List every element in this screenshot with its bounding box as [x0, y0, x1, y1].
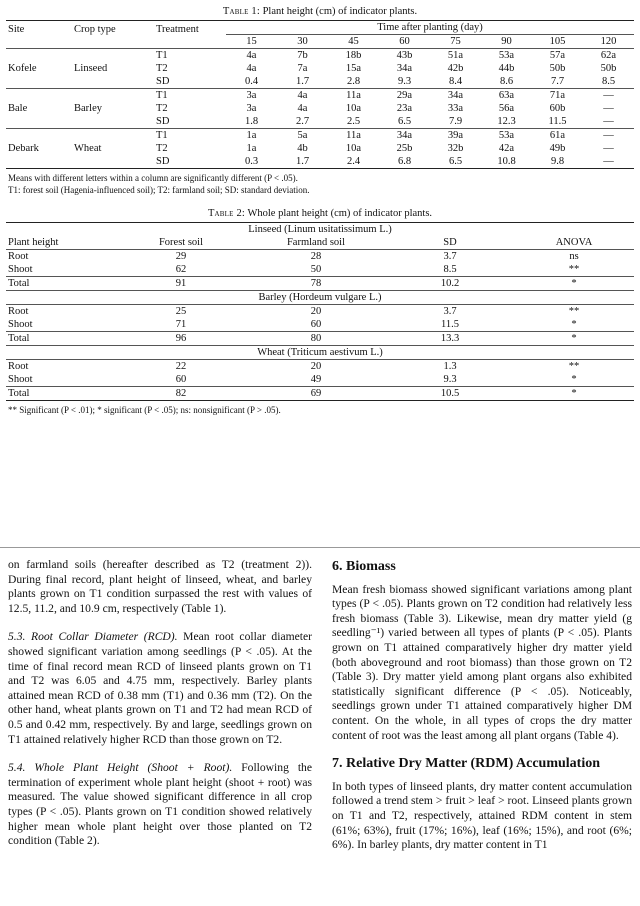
table2-cell: 3.7 [443, 251, 457, 262]
table1-body [6, 49, 634, 169]
table1-cell: 7a [297, 63, 308, 74]
table1-cell: 51a [447, 50, 464, 61]
table1-cell: 11a [346, 130, 361, 141]
table2-header: Forest soil [158, 237, 204, 248]
table2-cell: Root [8, 306, 29, 317]
table1-cell: 10a [345, 143, 362, 154]
table1-row [6, 49, 634, 63]
table2-row [6, 360, 634, 374]
table2-group-caption: Wheat (Triticum aestivum L.) [257, 347, 383, 358]
table1-cell: 6.5 [397, 116, 412, 127]
table1-cell: 56a [498, 103, 515, 114]
table2-cell: ** [568, 306, 580, 317]
table1-cell: — [603, 90, 614, 101]
table1-header-time: Time after planting (day) [226, 21, 634, 35]
left-paragraph-2 [8, 630, 312, 747]
table1-cell: — [603, 103, 614, 114]
table2-row [6, 373, 634, 387]
table1-cell: 34a [396, 130, 413, 141]
table1-day-header: 45 [348, 36, 359, 47]
table1-cell: 4a [297, 90, 308, 101]
table1-cell: 61a [549, 130, 566, 141]
table2-cell: Total [8, 388, 30, 399]
table1-header-treatment: Treatment [156, 24, 199, 35]
table1-row [6, 89, 634, 103]
table2-cell: 20 [310, 361, 322, 372]
table1-cell: 11.5 [548, 116, 567, 127]
table2-caption-text: Whole plant height (cm) of indicator plants. [247, 208, 433, 219]
table1-cell: 29a [396, 90, 413, 101]
table2-cell: 69 [310, 388, 322, 399]
table2-cell: 11.5 [441, 319, 459, 330]
table1-cell: 1.7 [295, 76, 310, 87]
table1-caption [0, 6, 640, 17]
table1-cell: — [603, 143, 614, 154]
table2-group-caption-row [6, 346, 634, 360]
table1-cell: 4a [246, 50, 257, 61]
table1-cell: 8.6 [499, 76, 514, 87]
table1-row [6, 129, 634, 143]
whole-height-text: Following the termination of experiment whole plant height (shoot + root) was measured. The value showed significant difference in all crop types (P < .05). Plants grown on T1 condition showed relatively higher mean whole plant height over those planted on T2 condition (Table 2). [8, 761, 312, 848]
table1-cell: 4a [297, 103, 308, 114]
table2-cell: * [571, 278, 577, 289]
table1-day-header: 120 [600, 36, 617, 47]
table1-cell: — [603, 116, 614, 127]
table2-cell: 91 [175, 278, 187, 289]
section-separator [0, 547, 640, 548]
left-column [8, 558, 312, 859]
table2-cell: 82 [175, 388, 187, 399]
table1-cell: 42b [447, 63, 464, 74]
table2-cell: Total [8, 278, 30, 289]
table1-cell: 4a [246, 63, 257, 74]
table2-cell: 8.5 [443, 264, 457, 275]
table2-header-row [6, 236, 634, 250]
table2-cell: Shoot [8, 374, 33, 385]
table1-header-site: Site [8, 24, 25, 35]
table1-treatment: T2 [156, 63, 168, 74]
table2-cell: 13.3 [440, 333, 460, 344]
table1-cell: 0.4 [244, 76, 259, 87]
table1-site: Debark [8, 143, 39, 154]
left-paragraph-1: on farmland soils (hereafter described as T2 (treatment 2)). During final record, plant height of linseed, wheat, and barley plants grown on T1 condition surpassed the rest with values of 12.5, 11.2, and 10.9 cm, respectively (Table 1). [8, 558, 312, 615]
table2-group-caption-row [6, 223, 634, 237]
table1-cell: 11a [346, 90, 361, 101]
table1-cell: 43b [396, 50, 413, 61]
table2-cell: * [571, 388, 577, 399]
table2-group-caption-row [6, 291, 634, 305]
table2-cell: 10.2 [440, 278, 460, 289]
table2-caption [0, 208, 640, 219]
table1-cell: 42a [498, 143, 515, 154]
table1-cell: 7.7 [550, 76, 565, 87]
table2-cell: 25 [175, 306, 187, 317]
table1-day-header: 60 [399, 36, 410, 47]
table1-crop: Linseed [74, 63, 108, 74]
table2-cell: 60 [175, 374, 187, 385]
table1-treatment: T1 [156, 90, 168, 101]
table2 [6, 222, 634, 401]
table1-cell: 10.8 [497, 156, 516, 167]
table2-row [6, 277, 634, 291]
table1-cell: 33a [447, 103, 464, 114]
table2-row [6, 387, 634, 401]
table2-cell: 80 [310, 333, 322, 344]
table2-cell: ns [569, 251, 579, 262]
table2-cell: Total [8, 333, 30, 344]
table1-cell: 1a [246, 130, 257, 141]
rcd-text: Mean root collar diameter showed significant variation among seedlings (P < .05). At the time of final record mean RCD of linseed plants grown on T1 and T2 was 6.05 and 4.75 mm, respectively. Barley plants attained mean RCD of 0.38 mm (T1) and 0.36 mm (T2). On the other hand, wheat plants grown on T1 and T2 had mean RCD of 0.5 and 0.42 mm, respectively. By and large, seedlings grown on T1 attained relatively higher RCD than those grown on T2. [8, 630, 312, 746]
table2-body [6, 223, 634, 401]
table1-cell: 44b [498, 63, 515, 74]
left-paragraph-3 [8, 761, 312, 849]
table1-crop: Barley [74, 103, 102, 114]
table1-cell: 6.5 [448, 156, 463, 167]
table2-row [6, 332, 634, 346]
table1-crop: Wheat [74, 143, 102, 154]
table1-cell: 53a [498, 130, 515, 141]
table2-cell: 9.3 [443, 374, 457, 385]
table2-row [6, 263, 634, 277]
table2-cell: 29 [175, 251, 187, 262]
table1-day-header: 30 [297, 36, 308, 47]
whole-height-subheading: 5.4. Whole Plant Height (Shoot + Root). [8, 761, 233, 775]
table1-cell: 1.8 [244, 116, 259, 127]
table2-row [6, 250, 634, 264]
table1-caption-label: Table 1: [222, 6, 260, 17]
table1-cell: — [603, 156, 614, 167]
table2-cell: 3.7 [443, 306, 457, 317]
table1-cell: 9.3 [397, 76, 412, 87]
table2-header: Plant height [8, 237, 59, 248]
table2-header: SD [443, 237, 457, 248]
table1-caption-text: Plant height (cm) of indicator plants. [262, 6, 418, 17]
table1-cell: 3a [246, 103, 257, 114]
biomass-paragraph: Mean fresh biomass showed significant variations among plant types (P < .05). Plants grown on T2 condition had relatively less fresh biomass (Table 3). Likewise, mean dry matter yield (g seedling⁻¹) varied between all types of plants (P < .05). Plants grown on T1 attained comparatively higher dry matter yield (both aboveground and root biomass) than those grown on T2 (Table 3). Dry matter yield among plant organs also exhibited statistically significant difference (P < .05). Noticeably, seedlings grown under T1 attained comparatively higher DM content. On the whole, in all types of crops the dry matter content of root was the least among all plant organs (Table 4). [332, 582, 632, 742]
table1-cell: 34a [447, 90, 464, 101]
table2-row [6, 305, 634, 319]
table1-treatment: SD [156, 76, 170, 87]
table1-cell: 49b [549, 143, 566, 154]
table1-cell: 1a [246, 143, 257, 154]
table1-site: Bale [8, 103, 28, 114]
table1-day-header: 15 [246, 36, 257, 47]
biomass-heading: 6. Biomass [332, 559, 396, 574]
table2-group-caption: Linseed (Linum usitatissimum L.) [248, 224, 392, 235]
table1-treatment: SD [156, 156, 170, 167]
table1-day-header: 90 [501, 36, 512, 47]
table2-cell: Root [8, 361, 29, 372]
table2-cell: 62 [175, 264, 187, 275]
table2-cell: ** [568, 264, 580, 275]
table1-cell: 2.4 [346, 156, 361, 167]
table1-cell: 7.9 [448, 116, 463, 127]
table2-cell: ** [568, 361, 580, 372]
table2-cell: 1.3 [443, 361, 457, 372]
table1-cell: 9.8 [550, 156, 565, 167]
paper-page [0, 6, 640, 906]
table2-cell: Shoot [8, 264, 33, 275]
table1-cell: 7b [297, 50, 308, 61]
table1-day-header: 75 [450, 36, 461, 47]
table2-cell: * [571, 333, 577, 344]
table2-cell: 20 [310, 306, 322, 317]
table1-cell: 10a [345, 103, 362, 114]
table1-cell: 3a [246, 90, 257, 101]
table2-cell: 49 [310, 374, 322, 385]
table2-note: ** Significant (P < .01); * significant (P < .05); ns: nonsignificant (P > .05). [8, 405, 281, 415]
table1-treatment: T1 [156, 50, 168, 61]
table1-cell: 63a [498, 90, 515, 101]
table1-treatment: T1 [156, 130, 168, 141]
table1-cell: 32b [447, 143, 464, 154]
table1-cell: 50b [549, 63, 566, 74]
table1-cell: 25b [396, 143, 413, 154]
table1-cell: 39a [447, 130, 464, 141]
table2-cell: * [571, 319, 577, 330]
table1-cell: 12.3 [497, 116, 516, 127]
rdm-paragraph: In both types of linseed plants, dry matter content accumulation followed a trend stem > fruit > leaf > root. Linseed plants grown on T1 and T2, respectively, attained RDM content in stem (61%; 63%), fruit (17%; 16%), leaf (16%; 15%), and root (6%; 6%). In barley plants, dry matter content in T1 [332, 779, 632, 852]
table2-group-caption: Barley (Hordeum vulgare L.) [258, 292, 382, 303]
table1-treatment: T2 [156, 143, 168, 154]
table1-header-crop: Crop type [74, 24, 116, 35]
table2-cell: * [571, 374, 577, 385]
table1-cell: 18b [345, 50, 362, 61]
rcd-subheading: 5.3. Root Collar Diameter (RCD). [8, 630, 178, 644]
table2-cell: Root [8, 251, 29, 262]
table1-cell: 50b [600, 63, 617, 74]
table2-cell: 96 [175, 333, 187, 344]
table1 [6, 20, 634, 169]
table1-cell: 60b [549, 103, 566, 114]
table1-cell: 2.8 [346, 76, 361, 87]
table1-cell: 62a [600, 50, 617, 61]
table2-header: ANOVA [555, 237, 593, 248]
table2-caption-label: Table 2: [207, 208, 246, 219]
table2-header: Farmland soil [286, 237, 346, 248]
table1-site: Kofele [8, 63, 37, 74]
table2-cell: Shoot [8, 319, 33, 330]
right-column [332, 558, 632, 863]
table1-cell: 1.7 [295, 156, 310, 167]
table1-day-header: 105 [549, 36, 566, 47]
table1-note-legend: T1: forest soil (Hagenia-influenced soil); T2: farmland soil; SD: standard deviation. [8, 185, 310, 195]
table1-treatment: SD [156, 116, 170, 127]
table2-cell: 50 [310, 264, 322, 275]
table2-cell: 71 [175, 319, 187, 330]
table2-row [6, 318, 634, 332]
table1-treatment: T2 [156, 103, 168, 114]
table2-cell: 60 [310, 319, 322, 330]
table1-cell: 4b [297, 143, 308, 154]
table2-cell: 22 [175, 361, 187, 372]
table2-cell: 78 [310, 278, 322, 289]
table1-cell: 2.7 [295, 116, 310, 127]
table1-cell: 53a [498, 50, 515, 61]
table2-cell: 10.5 [440, 388, 460, 399]
table1-cell: 34a [396, 63, 413, 74]
table1-cell: 57a [549, 50, 566, 61]
table1-cell: 5a [297, 130, 308, 141]
rdm-heading: 7. Relative Dry Matter (RDM) Accumulation [332, 756, 601, 772]
table1-note-significance: Means with different letters within a column are significantly different (P < .05). [8, 173, 298, 183]
table1-cell: 15a [345, 63, 362, 74]
table1-cell: 8.4 [448, 76, 463, 87]
table1-cell: 6.8 [397, 156, 412, 167]
table1-cell: — [603, 130, 614, 141]
table1-cell: 71a [549, 90, 566, 101]
table1-cell: 8.5 [601, 76, 616, 87]
table1-cell: 0.3 [244, 156, 259, 167]
table1-cell: 23a [396, 103, 413, 114]
table2-cell: 28 [310, 251, 322, 262]
table1-cell: 2.5 [346, 116, 361, 127]
